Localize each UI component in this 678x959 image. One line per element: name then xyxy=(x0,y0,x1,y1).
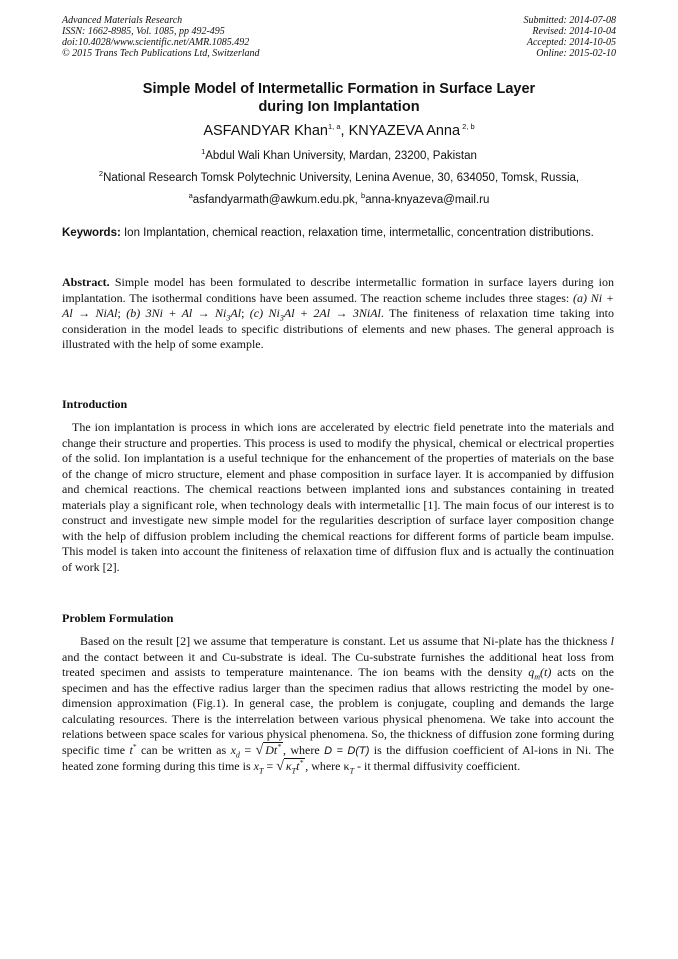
journal-header xyxy=(62,15,260,59)
aff2-text: National Research Tomsk Polytechnic University, Lenina Avenue, 30, 634050, Tomsk, Russia, xyxy=(103,172,580,184)
arrow-icon: → xyxy=(335,306,348,320)
problem-text-1: Based on the result [2] we assume that temperature is constant. Let us assume that Ni-plate has the thickness xyxy=(80,634,611,648)
kappa-time: t xyxy=(296,759,300,773)
thermal-diffusivity-sub: T xyxy=(349,766,355,776)
eq-b-rhs-al: Al xyxy=(230,306,242,320)
aff2-sup: 2 xyxy=(98,169,104,179)
journal-doi: doi:10.4028/www.scientific.net/AMR.1085.492 xyxy=(62,37,250,48)
problem-text-7: , where xyxy=(305,759,344,773)
title-line-1: Simple Model of Intermetallic Formation in Surface Layer xyxy=(142,81,536,97)
authors xyxy=(62,123,616,139)
eq-b-lhs: 3Ni + Al xyxy=(140,306,198,320)
dates-header xyxy=(524,15,617,59)
journal-copyright: © 2015 Trans Tech Publications Ltd, Switzerland xyxy=(62,48,260,59)
eq-a-lhs: Ni + Al xyxy=(62,290,614,320)
sqrt-icon: √ xyxy=(276,759,284,774)
eq-a-rhs: NiAl xyxy=(90,306,118,320)
kappa-time-sup: * xyxy=(299,758,304,767)
stage-c-label: (c) xyxy=(249,306,264,320)
xd-symbol: x xyxy=(230,742,236,757)
semicolon: ; xyxy=(241,306,250,320)
keywords-label: Keywords: xyxy=(62,227,121,239)
problem-text-3: acts on the specimen and has the effective radius larger than the specimen radius that allows restricting the model by one-dimension approximation (Fig.1). In general case, the problem is conjugate, coupling and demands the large calculating resources. There is the interrelation between various physical phenomena. We take into account the relations between space scales for various physical phenomena. So, the thickness of diffusion zone forming during specific time xyxy=(62,665,614,757)
problem-text-4: can be written as xyxy=(136,742,231,757)
author-separator: , xyxy=(340,123,349,139)
equals: = xyxy=(239,742,256,757)
email-a-sup: a xyxy=(188,191,193,201)
author-1-sup: 1, a xyxy=(327,122,341,132)
accepted-date: Accepted: 2014-10-05 xyxy=(526,37,616,48)
author-2: KNYAZEVA Anna xyxy=(348,123,461,139)
eq-c-rhs: 3NiAl xyxy=(347,306,381,320)
problem-paragraph xyxy=(62,634,614,775)
stage-b-label: (b) xyxy=(126,306,141,320)
journal-issn: ISSN: 1662-8985, Vol. 1085, pp 492-495 xyxy=(62,26,225,37)
revised-date: Revised: 2014-10-04 xyxy=(532,26,616,37)
xd-sub: d xyxy=(235,749,240,759)
keywords-text: Ion Implantation, chemical reaction, relaxation time, intermetallic, concentration distributions. xyxy=(120,227,594,239)
paper-title xyxy=(62,80,616,116)
eq-c-lhs: Al + 2Al xyxy=(283,306,336,320)
arrow-icon: → xyxy=(78,306,91,320)
beam-density-sub: m xyxy=(534,672,541,682)
sqrt-argument-2 xyxy=(284,758,305,776)
problem-text-8: - it thermal diffusivity coefficient. xyxy=(354,759,521,773)
time-symbol: t xyxy=(129,742,133,757)
abstract-label: Abstract. xyxy=(62,275,110,289)
eq-c-ni: Ni xyxy=(263,306,280,320)
dt-symbol: Dt xyxy=(265,742,278,757)
kappa-symbol: κ xyxy=(285,759,292,773)
time-symbol-sup: * xyxy=(132,741,137,751)
email-b-sup: b xyxy=(361,191,366,201)
abstract-text-1: Simple model has been formulated to describe intermetallic formation in surface layers during ion implantation. The isothermal conditions have been assumed. The reaction scheme includes three stages: xyxy=(62,275,614,305)
problem-heading: Problem Formulation xyxy=(62,611,174,625)
introduction-paragraph: The ion implantation is process in which ions are accelerated by electric field penetrate into the materials and change their structure and properties. This process is used to modify the physical, chemical or electrical properties of the solid. Ion implantation is a useful technique for the enhancement of the properties of materials on the base of the change of micro structure, element and phase composition in surface layer. It is accompanied by diffusion and chemical reactions. The chemical reactions between implanted ions and substances containing in treated materials play a significant role, when technology deals with intermetallic [1]. The main focus of our interest is to construct and investigate new simple model for the regularities description of surface layer composition change with the help of diffusion problem including the chemical reactions for different forms of particle beam impulse. This model is taken into account the finiteness of relaxation time of diffusion flux and is actually the continuation of work [2]. xyxy=(62,420,614,574)
journal-name: Advanced Materials Research xyxy=(62,15,183,26)
emails xyxy=(62,191,616,206)
problem-text-2: and the contact between it and Cu-substrate is ideal. The Cu-substrate furnishes the additional heat loss from treated specimen and assists to temperature maintenance. The ion beams with the density xyxy=(62,649,614,679)
affiliation-2 xyxy=(62,169,616,184)
diffusion-coef-def: D = D(T) xyxy=(324,744,370,757)
eq-b-rhs: Ni xyxy=(209,306,227,320)
thermal-diffusivity-symbol: κ xyxy=(343,759,350,773)
email-b: anna-knyazeva@mail.ru xyxy=(365,194,490,206)
introduction-heading: Introduction xyxy=(62,397,128,411)
sqrt-argument xyxy=(263,742,283,757)
affiliation-1 xyxy=(62,147,616,162)
author-2-sup: 2, b xyxy=(460,122,475,132)
sqrt-icon: √ xyxy=(255,742,264,758)
abstract-text-2: The finiteness of relaxation time taking into consideration in the model leads to specific distributions of elements and new phases. The general approach is illustrated with the help of some example. xyxy=(62,306,614,351)
eq-c-sub: 3 xyxy=(279,313,284,323)
title-line-2: during Ion Implantation xyxy=(258,99,420,115)
problem-text-6: is the diffusion coefficient of Al-ions in Ni. The heated zone forming during this time is xyxy=(62,742,615,773)
equals: = xyxy=(263,759,277,773)
xt-sub: T xyxy=(258,766,264,776)
kappa-sub: T xyxy=(291,766,297,776)
beam-density-symbol: q xyxy=(528,665,535,679)
submitted-date: Submitted: 2014-07-08 xyxy=(523,15,616,26)
thickness-symbol: l xyxy=(610,634,614,648)
arrow-icon: → xyxy=(197,306,210,320)
online-date: Online: 2015-02-10 xyxy=(536,48,616,59)
eq-period: . xyxy=(380,306,384,320)
dt-sup: * xyxy=(277,741,281,751)
aff1-text: Abdul Wali Khan University, Mardan, 23200, Pakistan xyxy=(205,150,477,162)
problem-text-5: , where xyxy=(282,742,325,757)
aff1-sup: 1 xyxy=(201,147,206,157)
keywords xyxy=(62,226,614,241)
beam-density-arg: (t) xyxy=(540,665,552,679)
email-a: asfandyarmath@awkum.edu.pk, xyxy=(192,194,362,206)
author-1: ASFANDYAR Khan xyxy=(203,123,328,139)
xt-symbol: x xyxy=(253,759,259,773)
abstract xyxy=(62,275,614,353)
semicolon: ; xyxy=(117,306,127,320)
eq-b-sub: 3 xyxy=(226,313,231,323)
stage-a-label: (a) xyxy=(573,290,588,305)
